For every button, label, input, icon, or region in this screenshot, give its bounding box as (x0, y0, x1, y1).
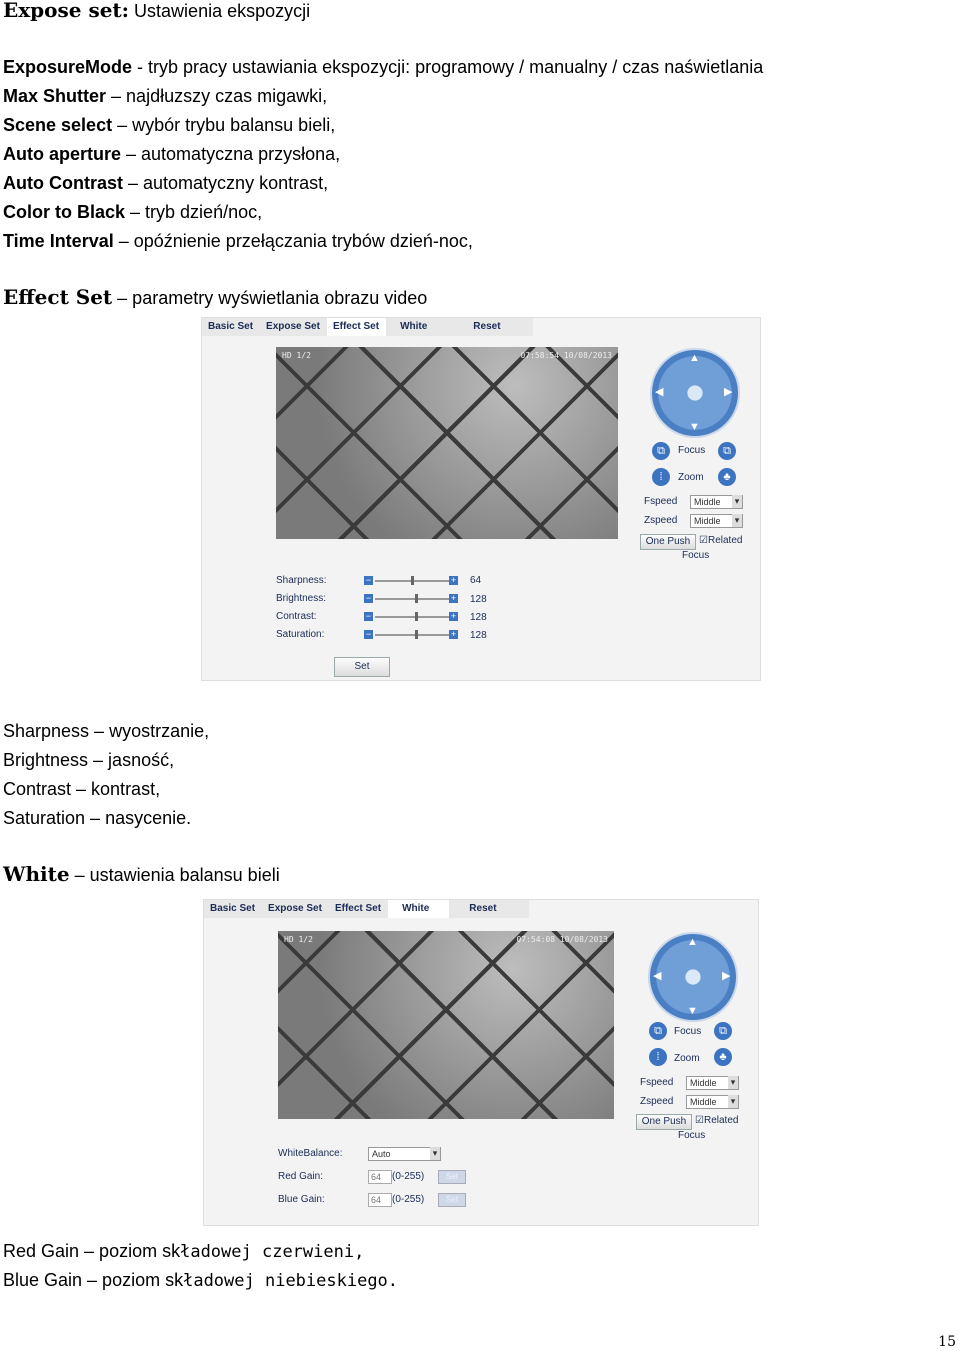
zoom-label: Zoom (678, 472, 704, 483)
focus-far-icon[interactable]: ⧉ (714, 1022, 732, 1040)
tab-white[interactable]: White (388, 900, 449, 918)
focus-far-icon[interactable]: ⧉ (718, 442, 736, 460)
expose-item: Time Interval – opóźnienie przełączania trybów dzień-noc, (3, 231, 473, 251)
slider-value: 128 (470, 594, 487, 605)
focus-near-icon[interactable]: ⧉ (652, 442, 670, 460)
white-heading-desc: – ustawienia balansu bieli (69, 865, 280, 885)
red-gain-set-button[interactable]: Set (438, 1170, 466, 1184)
zspeed-label: Zspeed (644, 515, 678, 526)
arrow-down-icon[interactable]: ▼ (687, 1005, 698, 1017)
arrow-left-icon[interactable]: ◀ (655, 386, 664, 398)
blue-gain-note: Blue Gain – poziom składowej niebieskiego. (3, 1270, 399, 1291)
zoom-in-icon[interactable]: ♣ (718, 468, 736, 486)
expose-heading-desc: Ustawienia ekspozycji (129, 1, 311, 21)
one-push-button[interactable]: One Push (640, 534, 696, 550)
note-line: Brightness – jasność, (3, 750, 175, 770)
zspeed-label: Zspeed (640, 1096, 674, 1107)
slider-track[interactable] (375, 634, 449, 636)
minus-icon[interactable]: − (365, 611, 372, 621)
slider-handle[interactable] (415, 612, 418, 621)
white-balance-label: WhiteBalance: (278, 1148, 343, 1159)
plus-icon[interactable]: + (450, 629, 457, 639)
slider-value: 128 (470, 612, 487, 623)
arrow-right-icon[interactable]: ▶ (724, 386, 733, 398)
expose-item-list (3, 57, 763, 260)
slider-value: 64 (470, 575, 482, 586)
osd-timestamp: 07:58:54 10/08/2013 (520, 351, 612, 360)
expose-item: Auto Contrast – automatyczny kontrast, (3, 173, 329, 193)
tab-basic-set[interactable]: Basic Set (210, 903, 256, 914)
fspeed-label: Fspeed (640, 1077, 674, 1088)
one-push-button[interactable]: One Push (636, 1114, 692, 1130)
related-checkbox[interactable] (699, 535, 742, 546)
effect-screenshot (201, 317, 761, 681)
slider-label: Saturation: (276, 629, 325, 640)
set-button[interactable]: Set (334, 657, 390, 677)
arrow-left-icon[interactable]: ◀ (653, 970, 662, 982)
red-gain-note: Red Gain – poziom składowej czerwieni, (3, 1241, 365, 1262)
arrow-up-icon[interactable]: ▲ (687, 936, 698, 948)
white-heading-term: White (3, 862, 70, 886)
checkbox-icon: ☑ (695, 1115, 704, 1126)
ptz-direction-pad[interactable] (650, 348, 740, 438)
related-label: Related (707, 535, 743, 546)
plus-icon[interactable]: + (450, 575, 457, 585)
fspeed-label: Fspeed (644, 496, 678, 507)
related-checkbox[interactable] (695, 1115, 738, 1126)
slider-handle[interactable] (415, 594, 418, 603)
slider-label: Sharpness: (276, 575, 327, 586)
blue-gain-label: Blue Gain: (278, 1194, 325, 1205)
white-balance-select[interactable]: Auto ▾ (368, 1147, 441, 1161)
effect-notes (3, 721, 209, 837)
slider-handle[interactable] (415, 630, 418, 639)
minus-icon[interactable]: − (365, 593, 372, 603)
zoom-label: Zoom (674, 1053, 700, 1064)
note-line: Saturation – nasycenie. (3, 808, 192, 828)
arrow-down-icon[interactable]: ▼ (689, 421, 700, 433)
osd-channel: HD 1/2 (284, 935, 313, 944)
expose-heading (3, 0, 310, 21)
red-gain-input[interactable]: 64 (368, 1170, 392, 1184)
focus-sub-label: Focus (682, 550, 710, 561)
arrow-right-icon[interactable]: ▶ (722, 970, 731, 982)
related-label: Related (703, 1115, 739, 1126)
plus-icon[interactable]: + (450, 611, 457, 621)
osd-channel: HD 1/2 (282, 351, 311, 360)
red-gain-label: Red Gain: (278, 1171, 324, 1182)
slider-handle[interactable] (411, 576, 414, 585)
ptz-direction-pad[interactable] (648, 932, 738, 1022)
minus-icon[interactable]: − (365, 629, 372, 639)
expose-item: Auto aperture – automatyczna przysłona, (3, 144, 341, 164)
checkbox-icon: ☑ (699, 535, 708, 546)
focus-near-icon[interactable]: ⧉ (649, 1022, 667, 1040)
tab-expose-set[interactable]: Expose Set (268, 903, 322, 914)
zspeed-select[interactable]: Middle ▾ (686, 1095, 739, 1109)
focus-label: Focus (674, 1026, 702, 1037)
effect-heading-term: Effect Set (3, 285, 113, 309)
effect-heading-desc: – parametry wyświetlania obrazu video (112, 288, 428, 308)
expose-item: Scene select – wybór trybu balansu bieli, (3, 115, 336, 135)
tab-white[interactable]: White (400, 321, 428, 332)
effect-heading (3, 287, 427, 308)
expose-item: ExposureMode - tryb pracy ustawiania ekspozycji: programowy / manualny / czas naświetlania (3, 57, 764, 77)
arrow-up-icon[interactable]: ▲ (689, 352, 700, 364)
zspeed-select[interactable]: Middle ▾ (690, 514, 743, 528)
expose-heading-term: Expose set: (3, 0, 130, 22)
slider-track[interactable] (375, 616, 449, 618)
tab-reset[interactable]: Reset (473, 321, 501, 332)
note-line: Contrast – kontrast, (3, 779, 161, 799)
tab-effect-set[interactable]: Effect Set (327, 318, 386, 336)
note-line: Sharpness – wyostrzanie, (3, 721, 210, 741)
blue-gain-set-button[interactable]: Set (438, 1193, 466, 1207)
white-heading (3, 864, 280, 885)
expose-item: Max Shutter – najdłuzszy czas migawki, (3, 86, 328, 106)
osd-timestamp: 07:54:08 10/08/2013 (516, 935, 608, 944)
video-preview (276, 347, 618, 539)
plus-icon[interactable]: + (450, 593, 457, 603)
slider-track[interactable] (375, 598, 449, 600)
fspeed-select[interactable]: Middle ▾ (686, 1076, 739, 1090)
effect-tab-bar (202, 318, 533, 336)
fspeed-select[interactable]: Middle ▾ (690, 495, 743, 509)
white-screenshot (203, 899, 759, 1226)
blue-gain-input[interactable]: 64 (368, 1193, 392, 1207)
tab-reset[interactable]: Reset (469, 903, 497, 914)
focus-label: Focus (678, 445, 706, 456)
tab-effect-set[interactable]: Effect Set (334, 903, 382, 914)
expose-item: Color to Black – tryb dzień/noc, (3, 202, 263, 222)
red-gain-range: (0-255) (392, 1171, 425, 1182)
minus-icon[interactable]: − (365, 575, 372, 585)
video-preview (278, 931, 614, 1119)
focus-sub-label: Focus (678, 1130, 706, 1141)
zoom-out-icon[interactable]: ⁞ (649, 1048, 667, 1066)
tab-expose-set[interactable]: Expose Set (266, 321, 320, 332)
zoom-out-icon[interactable]: ⁞ (652, 468, 670, 486)
blue-gain-range: (0-255) (392, 1194, 425, 1205)
zoom-in-icon[interactable]: ♣ (714, 1048, 732, 1066)
slider-label: Contrast: (276, 611, 317, 622)
slider-label: Brightness: (276, 593, 327, 604)
white-tab-bar (204, 900, 529, 918)
tab-basic-set[interactable]: Basic Set (208, 321, 254, 332)
slider-value: 128 (470, 630, 487, 641)
page-number: 15 (938, 1334, 956, 1350)
